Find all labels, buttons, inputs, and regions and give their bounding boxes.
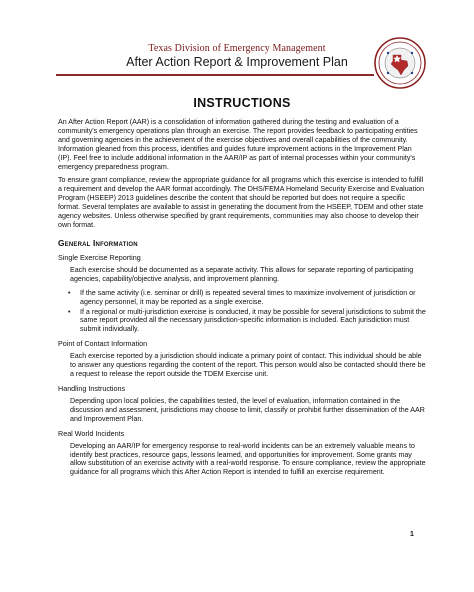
section-heading-general-information: General Information (58, 237, 138, 248)
single-exercise-bullets (58, 289, 426, 335)
subheading-point-of-contact: Point of Contact Information (58, 339, 148, 349)
instructions-title: INSTRUCTIONS (193, 96, 291, 110)
intro-paragraph: To ensure grant compliance, review the appropriate guidance for all programs which this exercise is intended to fulfill a requirement and develop the AAR format accordingly. The DHS/FEMA Homeland Security Exercise and Evaluation Program (HSEEP) 2013 guidelines describe the content that should be reported but does not require a specific format. Several templates are available to assist in generating the document from the HSEEP, TDEM and other state agency websites. Unless otherwise specified by grant requirements, communities may also choose to develop their own format. (58, 176, 425, 229)
header-rule (56, 74, 374, 76)
real-world-incidents-text: Developing an AAR/IP for emergency response to real-world incidents can be an extremely valuable means to identify best practices, resource gaps, lessons learned, and opportunities for improvement. Some grants may allow substitution of an exercise activity with a real-world response. To ensure compliance, review the appropriate guidance for all programs which this After Action Report is intended to fulfill an exercise requirement. (70, 441, 426, 477)
handling-instructions-text: Depending upon local policies, the capabilities tested, the level of evaluation, information contained in the discussion and assessment, jurisdictions may choose to limit, classify or prohibit further dissemination of the AAR and Improvement Plan. (70, 396, 425, 423)
bullet-icon: • (68, 307, 71, 316)
org-name: Texas Division of Emergency Management (148, 43, 326, 54)
subheading-real-world-incidents: Real World Incidents (58, 428, 125, 438)
bullet-item (58, 289, 426, 307)
page-header (0, 30, 474, 88)
single-exercise-text: Each exercise should be documented as a separate activity. This allows for separate reporting of participating agencies, capability/objective analysis, and improvement planning. (70, 265, 414, 283)
document-title: After Action Report & Improvement Plan (126, 55, 348, 69)
subheading-handling-instructions: Handling Instructions (58, 383, 126, 393)
bullet-text: If the same activity (i.e. seminar or drill) is repeated several times to maximize involvement of jurisdiction or agency personnel, it may be reported as a single exercise. (80, 288, 416, 306)
document-body (58, 96, 426, 482)
page-number: 1 (410, 531, 414, 538)
subheading-single-exercise: Single Exercise Reporting (58, 252, 141, 262)
intro-paragraph: An After Action Report (AAR) is a consolidation of information gathered during the testing and evaluation of a community's emergency operations plan through an exercise. The report provides feedback to participating entities and governing agencies in the achievement of the exercise objectives and overall capabilities of the community. Information gleaned from this process, identifies and guides future improvement actions in the Improvement Plan (IP). Feel free to include additional information in the AAR/IP as part of internal processes within your community's emergency preparedness program. (58, 118, 418, 171)
bullet-text: If a regional or multi-jurisdiction exercise is conducted, it may be possible for several jurisdictions to submit the same report provided all the necessary jurisdiction-specific information is included. Each jurisdiction must submit individually. (80, 307, 426, 334)
bullet-item (58, 308, 426, 335)
tdem-seal-icon (374, 37, 426, 89)
point-of-contact-text: Each exercise reported by a jurisdiction should indicate a primary point of contact. This individual should be able to answer any questions regarding the content of the report. This person would also be contacted should there be a request to release the report outside the TDEM Exercise unit. (70, 352, 426, 379)
bullet-icon: • (68, 288, 71, 297)
